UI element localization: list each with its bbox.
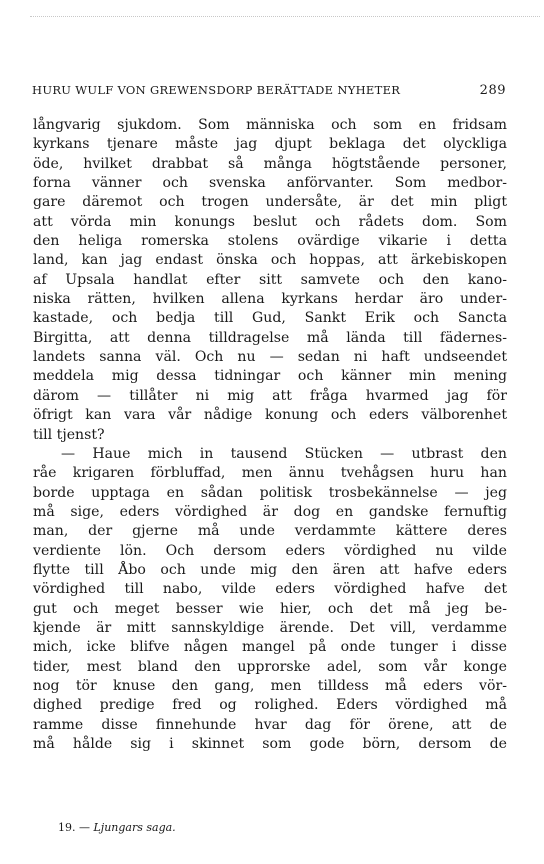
text-line: kjende är mitt sannskyldige ärende. Det vill, verdamme [33,619,507,636]
signature-number: 19. — [58,821,90,834]
running-title: HURU WULF VON GREWENSDORP BERÄTTADE NYHETER [32,83,401,97]
text-line: öfrigt kan vara vår nådige konung och eders välborenhet [33,407,507,424]
running-header [32,83,506,98]
text-line: den heliga romerska stolens ovärdige vikarie i detta [33,233,507,250]
text-line: vördighed till nabo, vilde eders vördighed hafve det [33,581,507,598]
text-line: må sige, eders vördighed är dog en gandske fernuftig [33,503,507,520]
text-line: land, kan jag endast önska och hoppas, att ärkebiskopen [33,252,507,269]
top-rule [30,16,540,19]
text-line: verdiente lön. Och dersom eders vördighed nu vilde [33,542,507,559]
text-line: af Upsala handlat efter sitt samvete och den kano- [33,271,507,288]
text-line: må hålde sig i skinnet som gode börn, dersom de [33,736,507,752]
text-line: kastade, och bedja till Gud, Sankt Erik och Sancta [33,310,507,327]
text-line: mich, icke blifve någen mangel på onde tunger i disse [33,639,507,656]
text-line: nog tör knuse den gang, men tilldess må eders vör- [33,677,507,694]
text-line: Birgitta, att denna tilldragelse må lända till fädernes- [33,329,507,346]
text-line: råe krigaren förbluffad, men ännu tvehågsen huru han [33,465,507,482]
text-line: dighed predige fred og rolighed. Eders vördighed må [33,697,507,714]
text-line: att vörda min konungs beslut och rådets dom. Som [33,213,507,230]
text-line: tider, mest bland den upprorske adel, som vår konge [33,658,507,675]
body-text [33,116,507,754]
text-line: borde upptaga en sådan politisk trosbekännelse — jeg [33,484,507,501]
text-line: gare däremot och trogen undersåte, är det min pligt [33,194,507,211]
text-line: ramme disse finnehunde hvar dag för örene, att de [33,716,507,733]
text-line: långvarig sjukdom. Som människa och som en fridsam [33,117,507,133]
text-line: därom — tillåter ni mig att fråga hvarmed jag för [33,387,507,404]
text-line: man, der gjerne må unde verdammte kättere deres [33,523,507,540]
printer-signature [58,821,176,834]
text-line: till tjenst? [33,426,105,443]
text-line: öde, hvilket drabbat så många högtstående personer, [33,155,507,172]
text-line: — Haue mich in tausend Stücken — utbrast den [61,445,507,462]
page-number: 289 [479,83,506,98]
text-line: landets sanna väl. Och nu — sedan ni haft undseendet [33,349,507,366]
signature-title: Ljungars saga. [93,821,176,834]
text-line: meddela mig dessa tidningar och känner min mening [33,368,507,385]
text-line: kyrkans tjenare måste jag djupt beklaga det olyckliga [33,136,507,153]
text-line: forna vänner och svenska anförvanter. Som medbor- [33,175,507,192]
text-line: niska rätten, hvilken allena kyrkans herdar äro under- [33,291,507,308]
text-line: flytte till Åbo och unde mig den ären att hafve eders [33,561,507,578]
text-line: gut och meget besser wie hier, och det må jeg be- [33,600,507,617]
